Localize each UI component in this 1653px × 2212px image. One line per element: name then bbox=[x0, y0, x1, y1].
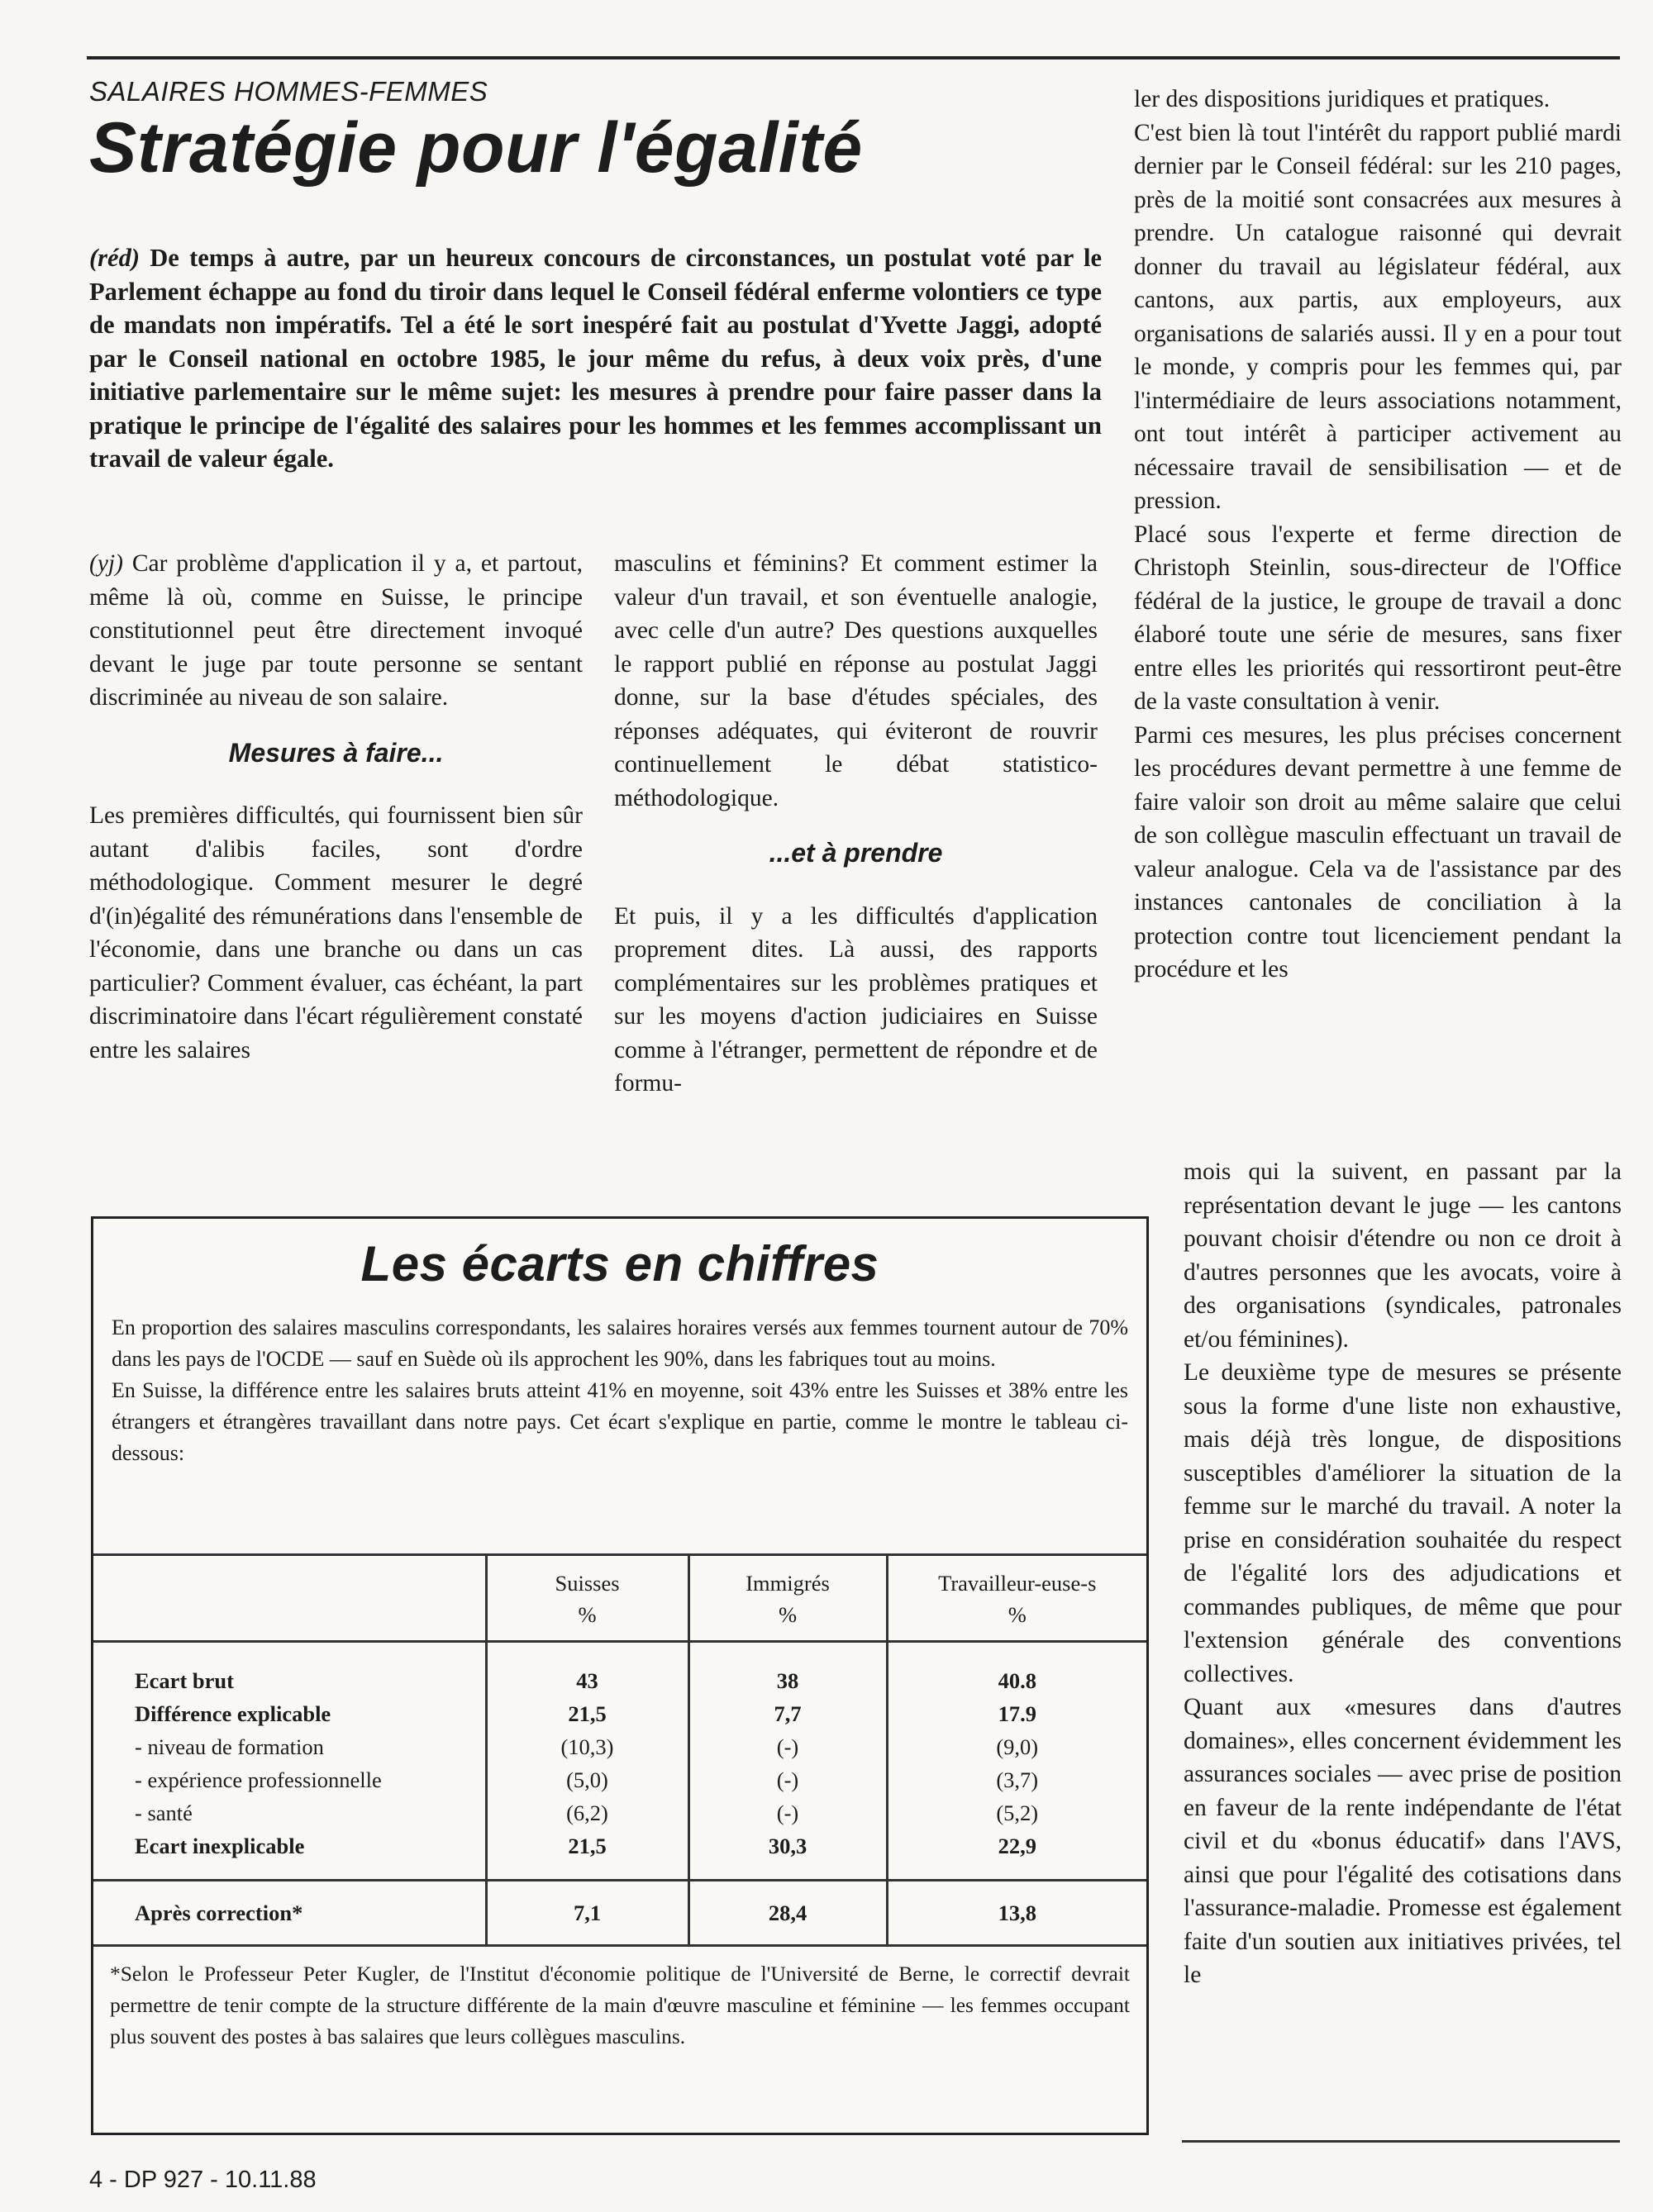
column-unit: % bbox=[778, 1602, 798, 1627]
paragraph: masculins et féminins? Et comment estimer la valeur d'un travail, et son éventuelle analogie, avec celle d'un autre? Des questions auxquelles le rapport publié en réponse au postulat Jaggi donne, sur la base d'études spéciales, des réponses adéquates, qui éviteront de rouvrir continuellement le débat statistico-méthodologique. bbox=[614, 550, 1098, 811]
subheading-prendre: ...et à prendre bbox=[769, 838, 943, 868]
section-kicker: SALAIRES HOMMES-FEMMES bbox=[89, 76, 488, 107]
paragraph: Le deuxième type de mesures se présente sous la forme d'une liste non exhaustive, mais déjà très longue, de dispositions susceptibles d'améliorer la situation de la femme sur le marché du travail. A noter la prise en considération souhaitée du respect de l'égalité lors des adjudications et commandes publiques, de même que pour l'extension générale des conventions collectives. bbox=[1184, 1359, 1622, 1687]
paragraph: ler des dispositions juridiques et pratiques. bbox=[1134, 86, 1551, 112]
cell: 30,3 bbox=[688, 1829, 887, 1881]
column-unit: % bbox=[578, 1602, 597, 1627]
box-title: Les écarts en chiffres bbox=[360, 1236, 879, 1292]
table-header-empty bbox=[93, 1555, 486, 1642]
cell: (-) bbox=[688, 1796, 887, 1829]
table-footnote: *Selon le Professeur Peter Kugler, de l'Institut d'économie politique de l'Université de Berne, le correctif devrait permettre de tenir compte de la structure différente de la main d'œuvre masculine et féminine — les femmes occupant plus souvent des postes à bas salaires que leurs collègues masculins. bbox=[93, 1946, 1146, 2070]
row-label: - santé bbox=[135, 1801, 193, 1825]
column-name: Suisses bbox=[555, 1571, 620, 1596]
cell: 28,4 bbox=[688, 1881, 887, 1946]
table-header bbox=[688, 1555, 887, 1642]
row-label: Après correction* bbox=[93, 1881, 486, 1946]
lead-tag: (réd) bbox=[89, 244, 140, 272]
cell: (-) bbox=[688, 1730, 887, 1763]
cell: (5,2) bbox=[887, 1796, 1146, 1829]
cell: 21,5 bbox=[486, 1829, 688, 1881]
cell: 7,1 bbox=[486, 1881, 688, 1946]
paragraph bbox=[89, 547, 583, 715]
table-row bbox=[93, 1763, 1146, 1796]
cell: 22,9 bbox=[887, 1829, 1146, 1881]
column-name: Travailleur-euse-s bbox=[938, 1571, 1097, 1596]
paragraph: Les premières difficultés, qui fournissent bien sûr autant d'alibis faciles, sont d'ordre méthodologique. Comment mesurer le degré d'(in)égalité des rémunérations dans l'ensemble de l'économie, dans une branche ou dans un cas particulier? Comment évaluer, cas échéant, la part discriminatoire dans l'écart régulièrement constaté entre les salaires bbox=[89, 802, 583, 1063]
lead-text: De temps à autre, par un heureux concours de circonstances, un postulat voté par le Parlement échappe au fond du tiroir dans lequel le Conseil fédéral enferme volontiers ce type de mandats non impératifs. Tel a été le sort inespéré fait au postulat d'Yvette Jaggi, adopté par le Conseil national en octobre 1985, le jour même du refus, à deux voix près, d'une initiative parlementaire sur le même sujet: les mesures à prendre pour faire passer dans la pratique le principe de l'égalité des salaires pour les hommes et les femmes accomplissant un travail de valeur égale. bbox=[89, 244, 1102, 473]
table-row bbox=[93, 1730, 1146, 1763]
table-header bbox=[887, 1555, 1146, 1642]
paragraph: Quant aux «mesures dans d'autres domaines», elles concernent évidemment les assurances sociales — avec prise de position en faveur de la rente indépendante de l'état civil et du «bonus éducatif» dans l'AVS, ainsi que pour l'égalité des cotisations dans l'assurance-maladie. Promesse est également faite d'un soutien aux initiatives privées, tel le bbox=[1184, 1694, 1622, 1988]
cell: (10,3) bbox=[486, 1730, 688, 1763]
column-unit: % bbox=[1008, 1602, 1027, 1627]
paragraph: Parmi ces mesures, les plus précises concernent les procédures devant permettre à une femme de faire valoir son droit au même salaire que celui de son collègue masculin effectuant un travail de valeur analogue. Cela va de l'assistance par des instances cantonales de conciliation à la protection contre tout licenciement pendant la procédure et les bbox=[1134, 721, 1622, 982]
cell: 17.9 bbox=[887, 1697, 1146, 1730]
column-middle bbox=[614, 547, 1098, 1101]
column-name: Immigrés bbox=[746, 1571, 830, 1596]
table-header bbox=[486, 1555, 688, 1642]
cell: 7,7 bbox=[688, 1697, 887, 1730]
cell: (6,2) bbox=[486, 1796, 688, 1829]
table-row bbox=[93, 1829, 1146, 1881]
paragraph: Placé sous l'experte et ferme direction de Christoph Steinlin, sous-directeur de l'Office fédéral de la justice, le groupe de travail a donc élaboré toute une série de mesures, sans fixer entre elles les priorités qui ressortiront peut-être de la vaste consultation à venir. bbox=[1134, 521, 1622, 715]
cell: (3,7) bbox=[887, 1763, 1146, 1796]
table-row bbox=[93, 1697, 1146, 1730]
top-rule bbox=[87, 56, 1620, 59]
row-label: Ecart brut bbox=[135, 1668, 234, 1693]
paragraph: Et puis, il y a les difficultés d'application proprement dites. Là aussi, des rapports complémentaires sur les problèmes pratiques et sur les moyens d'action judiciaires en Suisse comme à l'étranger, permettent de répondre et de formu- bbox=[614, 902, 1098, 1096]
row-label: Différence explicable bbox=[135, 1701, 331, 1726]
article-lead bbox=[89, 241, 1102, 476]
paragraph-text: Car problème d'application il y a, et partout, même là où, comme en Suisse, le principe constitutionnel peut être directement invoqué devant le juge par toute personne se sentant discriminée au niveau de son salaire. bbox=[89, 550, 583, 711]
cell: 43 bbox=[486, 1642, 688, 1698]
row-label: Ecart inexplicable bbox=[135, 1834, 305, 1858]
column-left bbox=[89, 547, 583, 1067]
cell: 21,5 bbox=[486, 1697, 688, 1730]
table-row bbox=[93, 1642, 1146, 1698]
cell: (9,0) bbox=[887, 1730, 1146, 1763]
wage-gap-table bbox=[93, 1553, 1146, 2069]
cell: 40.8 bbox=[887, 1642, 1146, 1698]
table-header-row bbox=[93, 1555, 1146, 1642]
page-folio: 4 - DP 927 - 10.11.88 bbox=[89, 2167, 317, 2193]
cell: 13,8 bbox=[887, 1881, 1146, 1946]
sidebar-box bbox=[91, 1216, 1149, 2135]
table-row-corrected bbox=[93, 1881, 1146, 1946]
paragraph: mois qui la suivent, en passant par la représentation devant le juge — les cantons pouvant choisir d'étendre ou non ce droit à d'autres personnes que les avocats, voire à des organisations (syndicales, patronales et/ou féminines). bbox=[1184, 1158, 1622, 1353]
table-row bbox=[93, 1796, 1146, 1829]
author-tag: (yj) bbox=[89, 550, 123, 577]
row-label: - niveau de formation bbox=[135, 1734, 324, 1759]
column-right-continued bbox=[1184, 1155, 1622, 1992]
table-footnote-row bbox=[93, 1946, 1146, 2070]
subheading-mesures: Mesures à faire... bbox=[228, 737, 444, 768]
cell: (-) bbox=[688, 1763, 887, 1796]
box-paragraph: En Suisse, la différence entre les salaires bruts atteint 41% en moyenne, soit 43% entre les Suisses et 38% entre les étrangers et étrangères travaillant dans notre pays. Cet écart s'explique en partie, comme le montre le tableau ci-dessous: bbox=[112, 1378, 1128, 1465]
box-paragraph: En proportion des salaires masculins correspondants, les salaires horaires versés aux femmes tournent autour de 70% dans les pays de l'OCDE — sauf en Suède où ils approchent les 90%, dans les fabriques tout au moins. bbox=[112, 1315, 1128, 1371]
article-headline: Stratégie pour l'égalité bbox=[89, 108, 863, 188]
end-rule bbox=[1182, 2140, 1620, 2143]
cell: (5,0) bbox=[486, 1763, 688, 1796]
cell: 38 bbox=[688, 1642, 887, 1698]
row-label: - expérience professionnelle bbox=[135, 1767, 382, 1792]
paragraph: C'est bien là tout l'intérêt du rapport publié mardi dernier par le Conseil fédéral: sur les 210 pages, près de la moitié sont consacrées aux mesures à prendre. Un catalogue raisonné qui devrait donner du travail au législateur fédéral, aux cantons, aux partis, aux employeurs, aux organisations de salariés aussi. Il y en a pour tout le monde, y compris pour les femmes qui, par l'intermédiaire de leurs associations notamment, ont tout intérêt à participer activement au nécessaire travail de sensibilisation — et de pression. bbox=[1134, 119, 1622, 514]
box-intro bbox=[112, 1312, 1128, 1469]
column-right bbox=[1134, 83, 1622, 987]
